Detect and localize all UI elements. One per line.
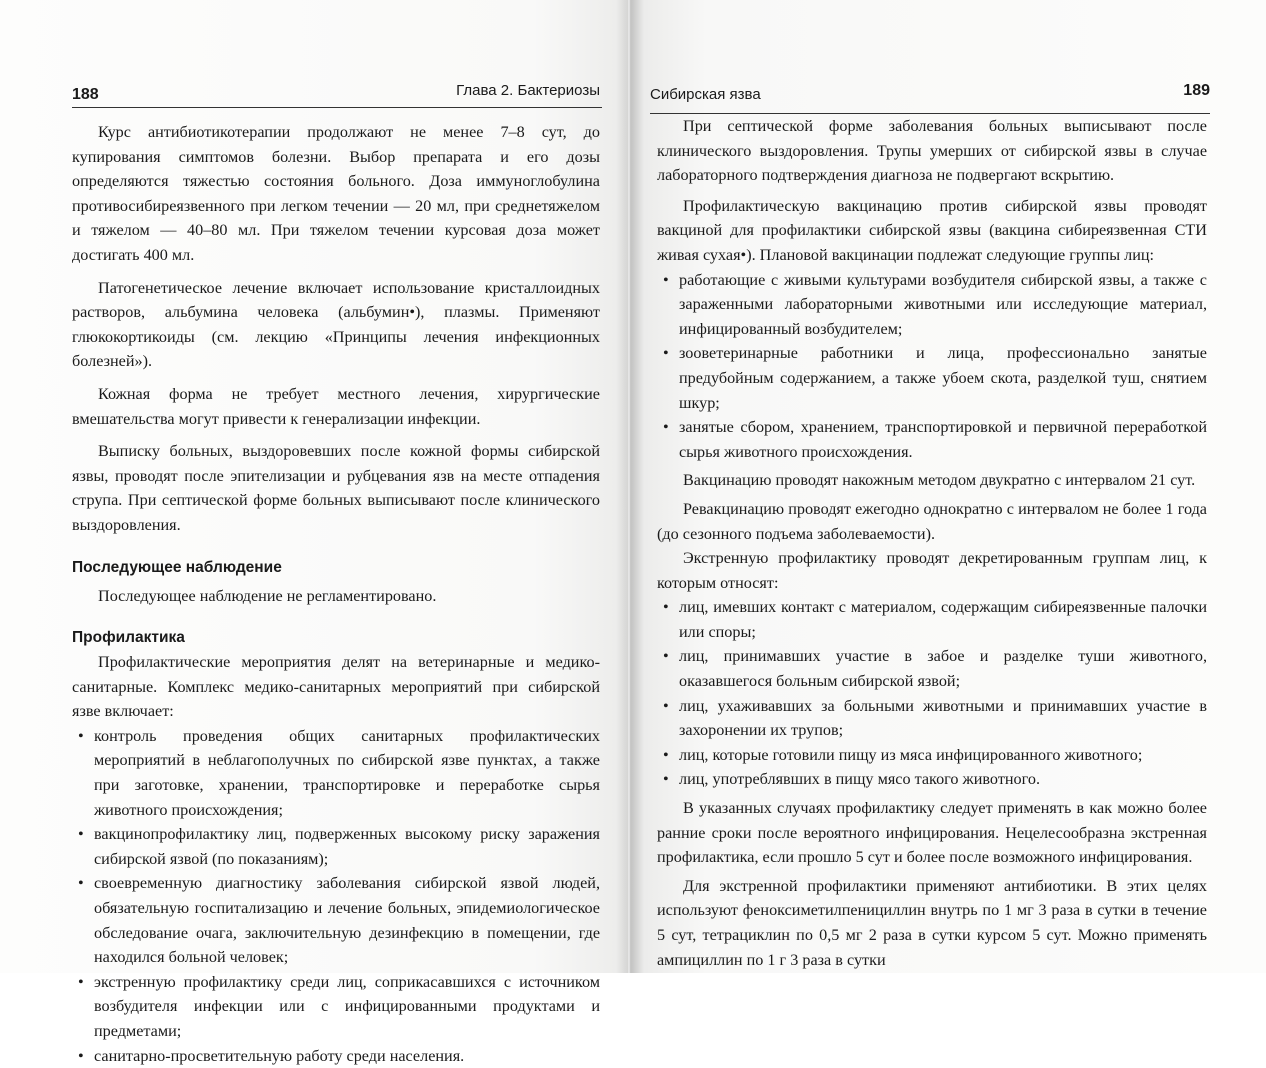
paragraph: Профилактическую вакцинацию против сибирской язвы проводят вакциной для профилактики сибирской язвы (вакцина сибиреязвенная СТИ живая сухая•). Плановой вакцинации подлежат следующие группы лиц: [657,196,1207,264]
list-item: • лиц, принимавших участие в забое и разделке туши животного, оказавшегося больным сибирской язвой; [657,644,1207,693]
paragraph: Ревакцинацию проводят ежегодно однократно с интервалом не более 1 года (до сезонного подъема заболеваемости). [657,499,1207,543]
paragraph: При септической форме заболевания больных выписывают после клинического выздоровления. Трупы умерших от сибирской язвы в случае лабораторного подтверждения диагноза не подвергают вскрытию. [657,117,1207,185]
paragraph: Патогенетическое лечение включает использование кристаллоидных растворов, альбумина человека (альбумин•), плазмы. Применяют глюкокортикоиды (см. лекцию «Принципы лечения инфекционных болезней»). [72,278,600,371]
right-page-body [657,114,1207,972]
list-item: • своевременную диагностику заболевания сибирской язвой людей, обязательную госпитализацию и лечение больных, эпидемиологическое обследование очага, заключительную дезинфекцию в помещении, где находился больной человек; [72,871,600,969]
bullet-list [657,268,1207,465]
paragraph: Профилактические мероприятия делят на ветеринарные и медико-санитарные. Комплекс медико-санитарных мероприятий при сибирской язве включает: [72,653,600,721]
list-item: • контроль проведения общих санитарных профилактических мероприятий в неблагополучных по сибирской язве пунктах, а также при заготовке, хранении, транспортировке и переработке сырья животного происхождения; [72,724,600,822]
paragraph: Последующее наблюдение не регламентировано. [98,586,437,605]
section-heading: Последующее наблюдение [72,558,282,576]
list-item: • занятые сбором, хранением, транспортировкой и первичной переработкой сырья животного происхождения. [657,415,1207,464]
list-item: • лиц, ухаживавших за больными животными и принимавших участие в захоронении их трупов; [657,694,1207,743]
left-page-body [72,120,600,1068]
running-head: Глава 2. Бактериозы [456,82,600,99]
bullet-list [657,595,1207,792]
list-item: • зооветеринарные работники и лица, профессионально занятые предубойным содержанием, а также убоем скота, разделкой туш, снятием шкур; [657,341,1207,415]
list-item: • экстренную профилактику среди лиц, соприкасавшихся с источником возбудителя инфекции или с инфицированными продуктами и предметами; [72,970,600,1044]
page-number: 188 [72,86,99,103]
page-number: 189 [1183,82,1210,99]
paragraph: Для экстренной профилактики применяют антибиотики. В этих целях используют феноксиметилпенициллин внутрь по 1 мг 3 раза в сутки в течение 5 сут, тетрациклин по 0,5 мг 2 раза в сутки курсом 5 сут. Можно применять ампициллин по 1 г 3 раза в сутки [657,876,1207,969]
paragraph: Выписку больных, выздоровевших после кожной формы сибирской язвы, проводят после эпителизации и рубцевания язв на месте отпадения струпа. При септической форме больных выписывают после клинического выздоровления. [72,442,600,534]
paragraph: Вакцинацию проводят накожным методом двукратно с интервалом 21 сут. [683,471,1196,490]
list-item: • вакцинопрофилактику лиц, подверженных высокому риску заражения сибирской язвой (по показаниям); [72,822,600,871]
left-page [0,0,628,1065]
paragraph: Кожная форма не требует местного лечения, хирургические вмешательства могут привести к генерализации инфекции. [72,384,600,428]
list-item: • лиц, которые готовили пищу из мяса инфицированного животного; [657,743,1207,768]
right-page [630,0,1266,973]
left-page-header [72,82,600,106]
paragraph: В указанных случаях профилактику следует применять в как можно более ранние сроки после вероятного инфицирования. Нецелесообразна экстренная профилактика, если прошло 5 сут и более после возможного инфицирования. [657,799,1207,867]
paragraph: Курс антибиотикотерапии продолжают не менее 7–8 сут, до купирования симптомов болезни. Выбор препарата и его дозы определяются тяжестью состояния больного. Доза иммуноглобулина противосибиреязвенного при легком течении — 20 мл, при среднетяжелом и тяжелом — 40–80 мл. При тяжелом течении курсовая доза может достигать 400 мл. [72,123,600,264]
section-heading: Профилактика [72,629,185,647]
list-item: • санитарно-просветительную работу среди населения. [72,1044,600,1068]
list-item: • работающие с живыми культурами возбудителя сибирской язвы, а также с зараженными лабораторными животными или исследующие материал, инфицированный возбудителем; [657,268,1207,342]
list-item: • лиц, употреблявших в пищу мясо такого животного. [657,767,1207,792]
header-rule [72,107,602,108]
bullet-list [72,724,600,1068]
book-gutter [616,0,644,973]
running-head: Сибирская язва [650,86,761,103]
paragraph: Экстренную профилактику проводят декретированным группам лиц, к которым относят: [657,549,1207,592]
right-page-header [650,82,1210,106]
list-item: • лиц, имевших контакт с материалом, содержащим сибиреязвенные палочки или споры; [657,595,1207,644]
